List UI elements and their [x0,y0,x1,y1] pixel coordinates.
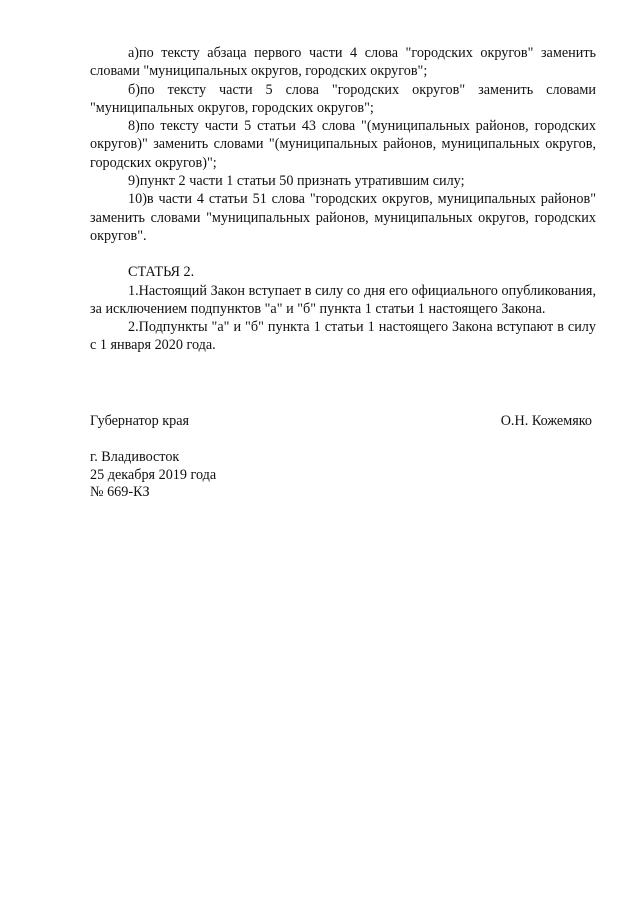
amendment-item-10: 10)в части 4 статьи 51 слова "городских округов, муниципальных районов" заменить словами "муниципальных районов, муниципальных округов, городских округов". [90,191,596,244]
article-2-paragraph-1: 1.Настоящий Закон вступает в силу со дня его официального опубликования, за исключением подпунктов "а" и "б" пункта 1 статьи 1 настоящего Закона. [90,282,596,317]
footer-city: г. Владивосток [90,449,180,465]
document-body [90,44,596,355]
article-2-title: СТАТЬЯ 2. [128,264,195,281]
signatory-name: О.Н. Кожемяко [500,413,592,429]
footer-date: 25 декабря 2019 года [90,466,217,483]
signatory-position: Губернатор края [90,413,190,429]
amendment-item-9: 9)пункт 2 части 1 статьи 50 признать утратившим силу; [128,173,465,190]
article-2-paragraph-2: 2.Подпункты "а" и "б" пункта 1 статьи 1 настоящего Закона вступают в силу с 1 января 2020 года. [90,319,596,354]
footer-law-number: № 669-КЗ [90,484,150,500]
document-footer [90,449,216,502]
amendment-item-b: б)по тексту части 5 слова "городских округов" заменить словами "муниципальных округов, городских округов"; [90,81,596,116]
amendment-item-a: а)по тексту абзаца первого части 4 слова "городских округов" заменить словами "муниципальных округов, городских округов"; [90,45,596,80]
amendment-item-8: 8)по тексту части 5 статьи 43 слова "(муниципальных районов, городских округов)" заменить словами "(муниципальных районов, муниципальных округов, городских округов)"; [90,118,596,171]
signature-block [90,412,596,430]
